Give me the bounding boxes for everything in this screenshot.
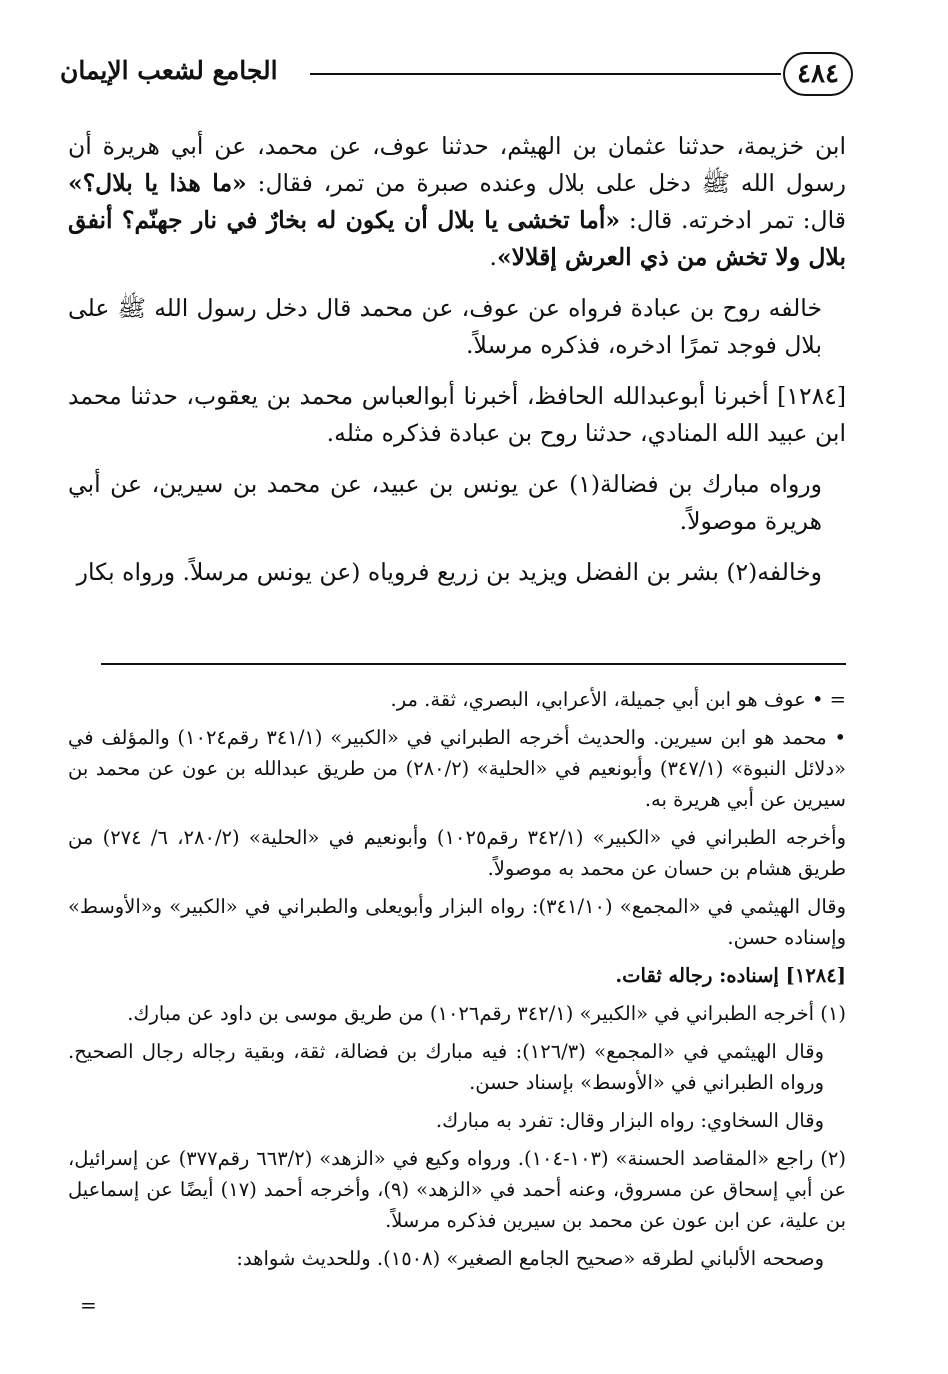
paragraph-text: قال: تمر ادخرته. قال: [620, 206, 846, 234]
main-text [68, 128, 846, 605]
footnote-line: وأخرجه الطبراني في «الكبير» (٣٤٢/١ رقم١٠٢٥) وأبونعيم في «الحلية» (٢٨٠/٢، ٦/ ٢٧٤) من طريق هشام بن حسان عن محمد به موصولاً. [68, 826, 846, 880]
footnote-line: وقال الهيثمي في «المجمع» (١٢٦/٣): فيه مبارك بن فضالة، ثقة، وبقية رجاله رجال الصحيح. ورواه الطبراني في «الأوسط» بإسناد حسن. [68, 1040, 824, 1094]
paragraph-3: [١٢٨٤] أخبرنا أبوعبدالله الحافظ، أخبرنا أبوالعباس محمد بن يعقوب، حدثنا محمد ابن عبيد الله المنادي، حدثنا روح بن عبادة فذكره مثله. [68, 382, 846, 447]
footnote-separator [101, 663, 846, 665]
paragraph-4: ورواه مبارك بن فضالة(١) عن يونس بن عبيد، عن محمد بن سيرين، عن أبي هريرة موصولاً. [68, 470, 822, 535]
paragraph-end: . [489, 243, 497, 271]
paragraph-2: خالفه روح بن عبادة فرواه عن عوف، عن محمد قال دخل رسول الله ﷺ على بلال فوجد تمرًا ادخره، فذكره مرسلاً. [68, 294, 822, 359]
paragraph-text: ابن خزيمة، حدثنا عثمان بن الهيثم، حدثنا عوف، عن محمد، عن أبي هريرة أن رسول الله ﷺ دخل على بلال وعنده صبرة من تمر، فقال: [68, 132, 846, 197]
footnote-line: = • عوف هو ابن أبي جميلة، الأعرابي، البصري، ثقة. مر. [390, 688, 846, 711]
hadith-text: «أما تخشى يا بلال أن يكون له بخارٌ في نار جهنّم؟ أنفق بلال ولا تخش من ذي العرش إقلالا» [68, 206, 846, 271]
page-number: ٤٨٤ [783, 52, 853, 96]
footnote-line: وقال الهيثمي في «المجمع» (٣٤١/١٠): رواه البزار وأبويعلى والطبراني في «الكبير» و«الأوسط» وإسناده حسن. [68, 895, 846, 949]
header-rule [310, 73, 781, 75]
footnote-line: وقال السخاوي: رواه البزار وقال: تفرد به مبارك. [435, 1109, 824, 1132]
paragraph-1 [68, 128, 846, 276]
quoted-speech: «ما هذا يا بلال؟» [68, 169, 247, 197]
footnote-line: [١٢٨٤] إسناده: رجاله ثقات. [615, 964, 846, 987]
book-title: الجامع لشعب الإيمان [60, 56, 278, 85]
footnote-line: وصححه الألباني لطرقه «صحيح الجامع الصغير» (١٥٠٨). وللحديث شواهد: [236, 1247, 824, 1270]
paragraph-5: وخالفه(٢) بشر بن الفضل ويزيد بن زريع فروياه (عن يونس مرسلاً. ورواه بكار [76, 558, 822, 586]
page-header [60, 52, 853, 100]
footnote-line: • محمد هو ابن سيرين. والحديث أخرجه الطبراني في «الكبير» (٣٤١/١ رقم١٠٢٤) والمؤلف في «دلائل النبوة» (٣٤٧/١) وأبونعيم في «الحلية» (٢٨٠/٢) من طريق عبدالله بن عون عن محمد بن سيرين عن أبي هريرة به. [68, 726, 846, 811]
footnotes [68, 684, 846, 1281]
footnote-line: (١) أخرجه الطبراني في «الكبير» (٣٤٢/١ رقم١٠٢٦) من طريق موسى بن داود عن مبارك. [127, 1002, 846, 1025]
footnote-line: (٢) راجع «المقاصد الحسنة» (١٠٣-١٠٤). ورواه وكيع في «الزهد» (٦٦٣/٢ رقم٣٧٧) عن إسرائيل، عن أبي إسحاق عن مسروق، وعنه أحمد في «الزهد» (٩)، وأخرجه أحمد (١٧) أيضًا عن إسماعيل بن علية، عن ابن عون عن محمد بن سيرين فذكره مرسلاً. [68, 1147, 846, 1232]
continuation-mark: = [80, 1293, 97, 1317]
